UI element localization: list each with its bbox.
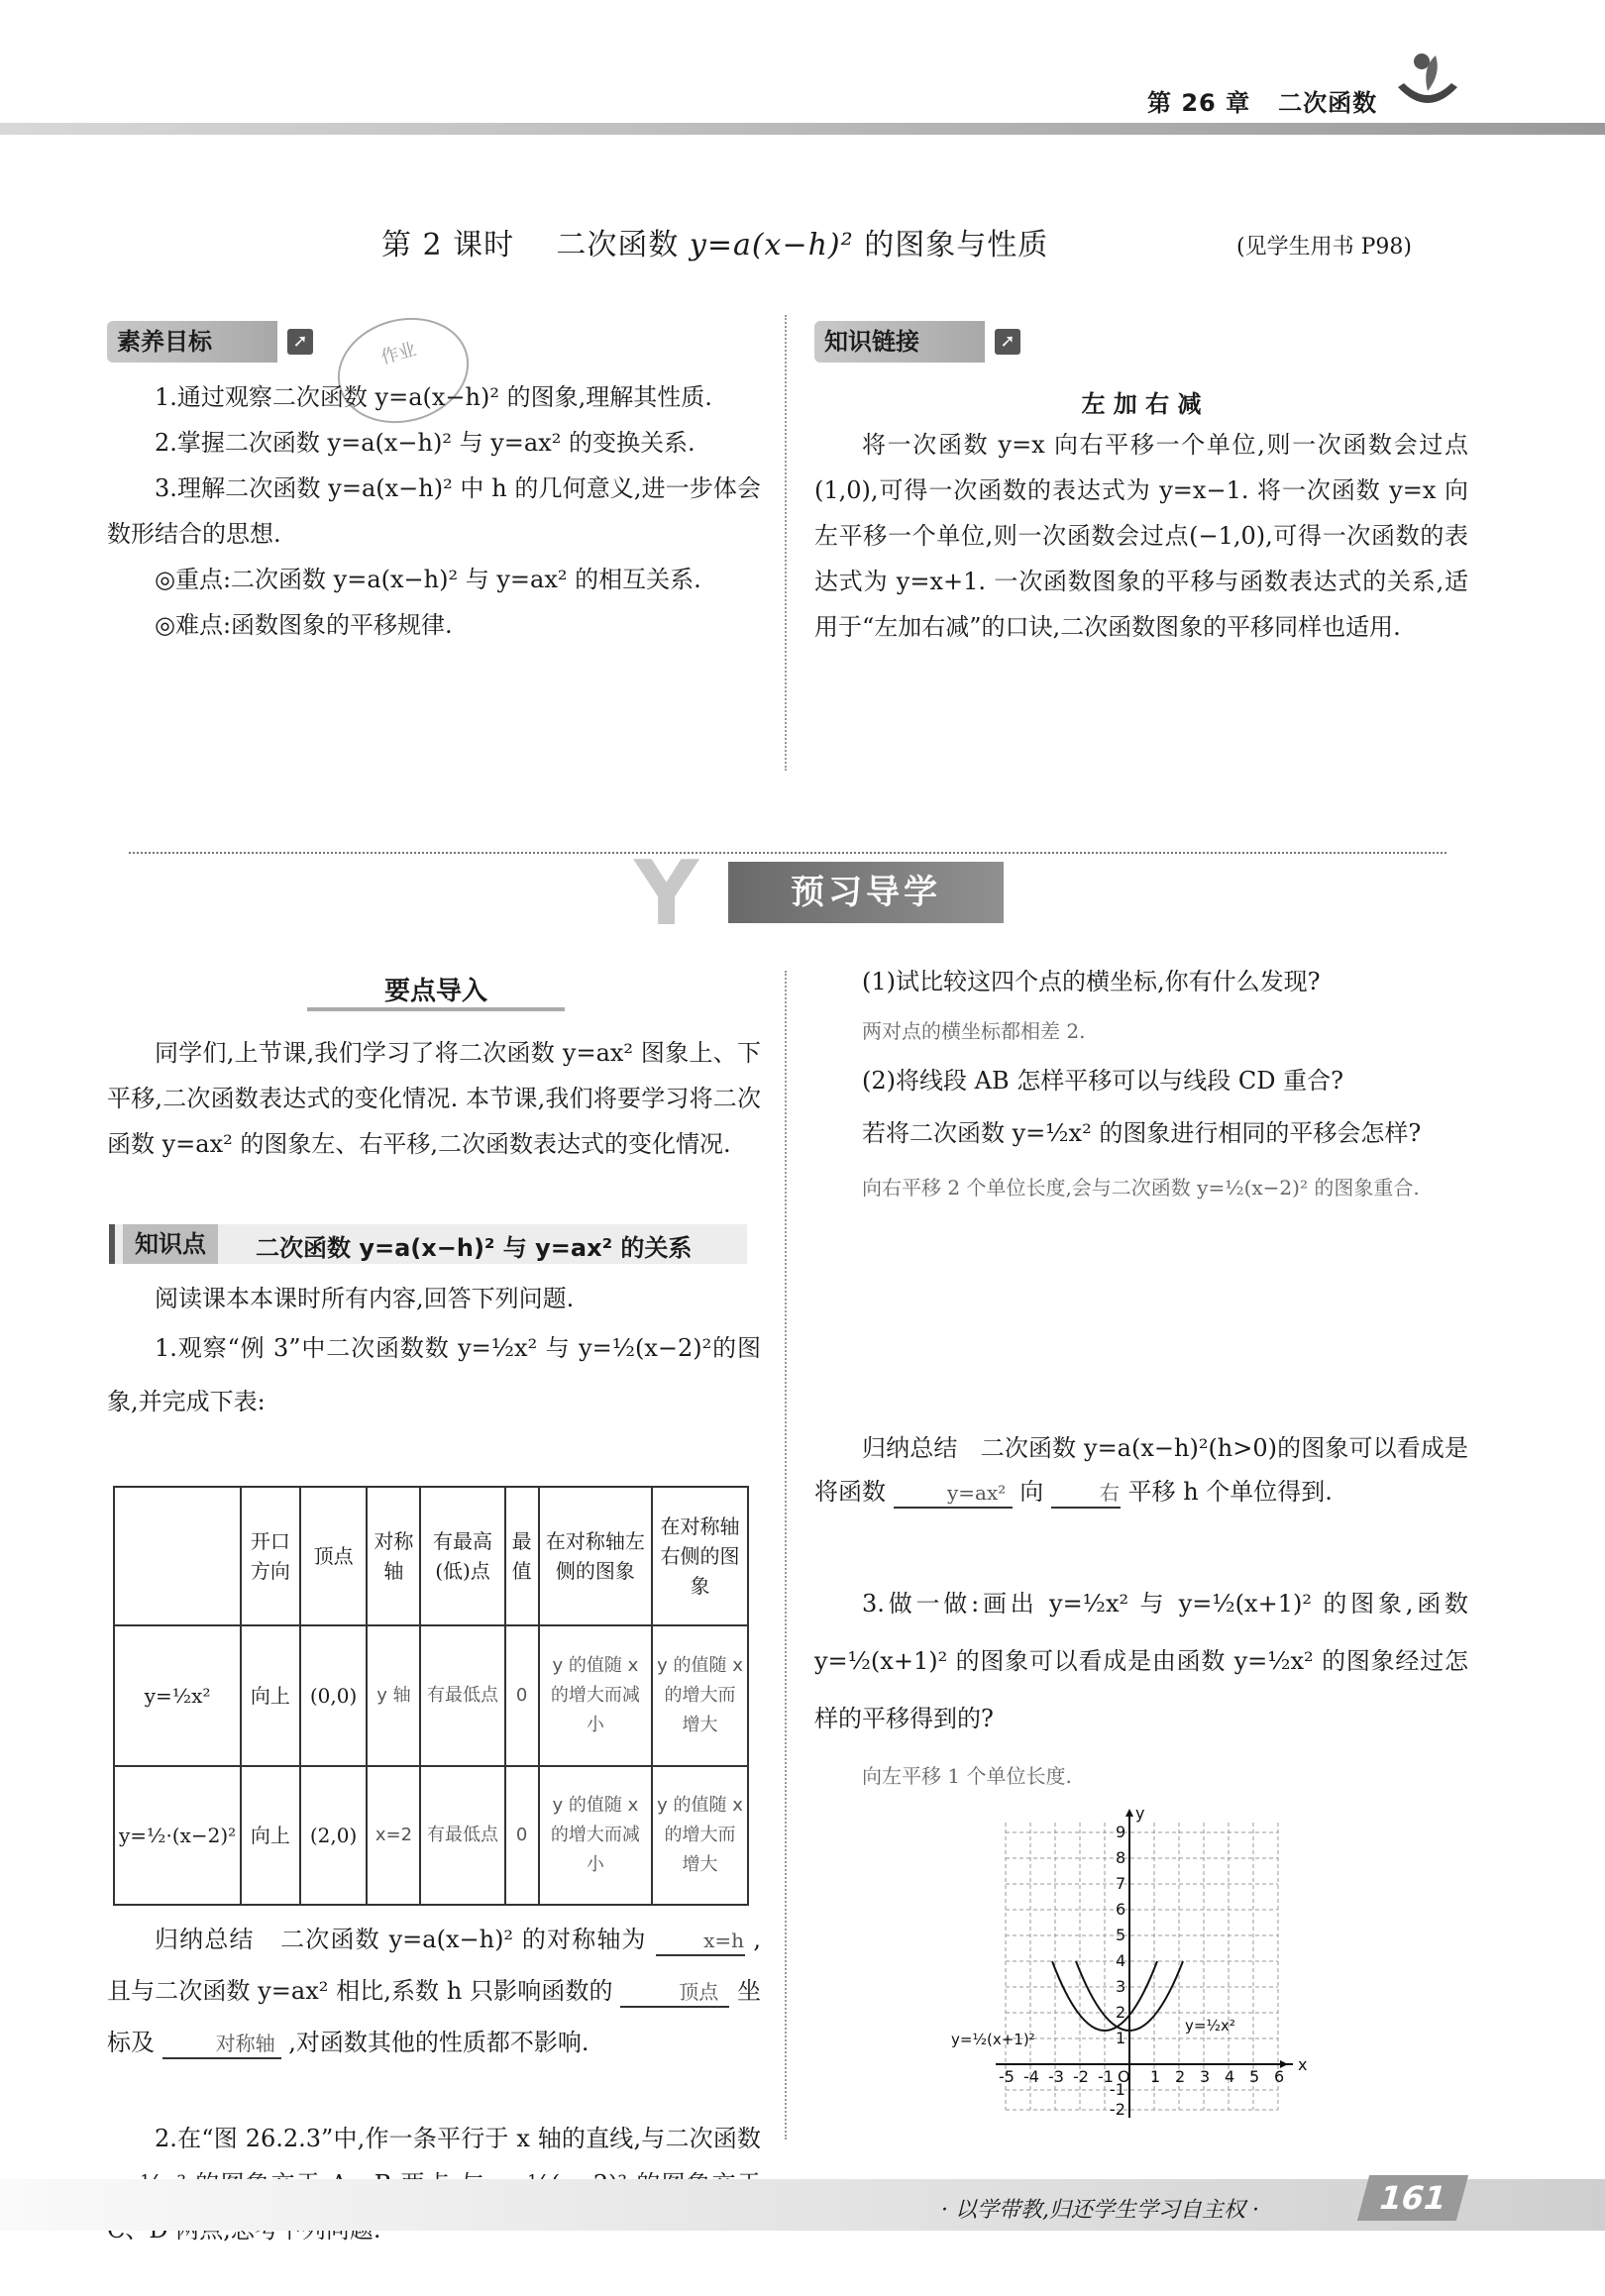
column-divider xyxy=(785,315,787,771)
y-axis-label: y xyxy=(1135,1804,1145,1823)
chapter-number: 第 26 章 xyxy=(1147,89,1251,117)
table-cell: x=2 xyxy=(367,1766,420,1905)
y-tick: 5 xyxy=(1116,1926,1126,1944)
curve-label-shifted: y=½(x+1)² xyxy=(951,2031,1035,2048)
header-bar xyxy=(0,123,1605,135)
book-logo-icon xyxy=(1392,48,1463,119)
x-tick: 1 xyxy=(1150,2067,1161,2086)
goal-item: 3.理解二次函数 y=a(x−h)² 中 h 的几何意义,进一步体会数形结合的思想. xyxy=(107,474,761,548)
y-tick: -1 xyxy=(1110,2080,1125,2099)
curve-label-base: y=½x² xyxy=(1185,2017,1235,2035)
y-tick: -2 xyxy=(1110,2100,1125,2119)
page-number: 161 xyxy=(1357,2175,1468,2221)
lesson-formula: y=a(x−h)² xyxy=(689,228,854,262)
chapter-header xyxy=(1120,83,1377,118)
x-axis-label: x xyxy=(1298,2055,1308,2074)
stamp-text: 作业 xyxy=(378,339,419,368)
column-divider xyxy=(785,971,787,2139)
y-tick: 7 xyxy=(1116,1874,1126,1893)
intro-body xyxy=(107,1030,761,1167)
goals-tag: 素养目标 xyxy=(107,321,277,363)
properties-table xyxy=(113,1486,749,1906)
answer-blank: x=h xyxy=(656,1927,745,1956)
x-tick: 3 xyxy=(1200,2067,1211,2086)
table-header-cell: 最值 xyxy=(505,1487,539,1625)
x-tick: 2 xyxy=(1175,2067,1186,2086)
answer-q3: 向左平移 1 个单位长度. xyxy=(862,1764,1072,1788)
section-divider xyxy=(129,852,1446,856)
answer-blank: 对称轴 xyxy=(162,2030,281,2059)
table-cell: 有最低点 xyxy=(420,1625,504,1766)
origin-label: O xyxy=(1118,2067,1130,2086)
difficult-point: ◎难点:函数图象的平移规律. xyxy=(155,611,453,639)
lesson-title-main: 二次函数 xyxy=(556,228,680,262)
table-header-cell: 在对称轴左侧的图象 xyxy=(539,1487,653,1625)
table-row xyxy=(114,1625,748,1766)
link-body xyxy=(814,422,1468,650)
summary-text: ,对函数其他的性质都不影响. xyxy=(288,2029,589,2056)
intro-heading: 要点导入 xyxy=(307,971,565,1011)
table-cell: 0 xyxy=(505,1625,539,1766)
x-tick: 4 xyxy=(1225,2067,1235,2086)
table-cell: 向上 xyxy=(241,1625,299,1766)
x-tick: -2 xyxy=(1073,2067,1089,2086)
question-2-start xyxy=(107,2116,761,2161)
x-tick: -3 xyxy=(1048,2067,1064,2086)
x-tick: -4 xyxy=(1023,2067,1039,2086)
link-heading: 左 加 右 减 xyxy=(1081,390,1202,418)
summary-text: 向 xyxy=(1019,1478,1044,1506)
summary-text: 坐标及 xyxy=(107,1977,761,2056)
y-tick: 9 xyxy=(1116,1823,1126,1841)
summary-1 xyxy=(107,1914,761,2068)
section-title: 预习导学 xyxy=(728,862,1004,923)
table-cell: y=½x² xyxy=(114,1625,241,1766)
lesson-title xyxy=(381,220,1048,263)
summary-text: 平移 h 个单位得到. xyxy=(1127,1478,1333,1506)
summary-label: 归纳总结 xyxy=(155,1926,255,1953)
goals-list xyxy=(107,374,761,648)
table-header-cell: 顶点 xyxy=(300,1487,368,1625)
footer-slogan: · 以学带教,归还学生学习自主权 · xyxy=(941,2198,1259,2223)
answer-blank: y=ax² xyxy=(894,1479,1013,1509)
intro-paragraph: 同学们,上节课,我们学习了将二次函数 y=ax² 图象上、下平移,二次函数表达式的变化情况. 本节课,我们将要学习将二次函数 y=ax² 的图象左、右平移,二次函数表达式的变化情况. xyxy=(107,1039,761,1158)
parabola-graph xyxy=(951,1803,1318,2130)
summary-text: ,且与二次函数 y=ax² 相比,系数 h 只影响函数的 xyxy=(107,1926,761,2005)
table-cell: y 的值随 x 的增大而减小 xyxy=(539,1625,653,1766)
table-cell: (2,0) xyxy=(300,1766,368,1905)
question-2-sub-3: 若将二次函数 y=½x² 的图象进行相同的平移会怎样? xyxy=(862,1119,1422,1147)
table-cell: y 的值随 x 的增大而增大 xyxy=(652,1625,748,1766)
kp-body xyxy=(107,1276,761,1428)
question-1: 1.观察“例 3”中二次函数数 y=½x² 与 y=½(x−2)²的图象,并完成下表: xyxy=(107,1334,761,1415)
goal-item: 2.掌握二次函数 y=a(x−h)² 与 y=ax² 的变换关系. xyxy=(155,429,696,457)
kp-instruction: 阅读课本本课时所有内容,回答下列问题. xyxy=(155,1285,575,1312)
x-tick: -1 xyxy=(1098,2067,1114,2086)
key-point: ◎重点:二次函数 y=a(x−h)² 与 y=ax² 的相互关系. xyxy=(155,566,701,593)
answer-1: 两对点的横坐标都相差 2. xyxy=(862,1019,1086,1043)
answer-blank: 右 xyxy=(1051,1479,1121,1509)
knowledge-point-title: 二次函数 y=a(x−h)² 与 y=ax² 的关系 xyxy=(256,1234,693,1262)
question-2-stem: 2.在“图 26.2.3”中,作一条平行于 x 轴的直线,与二次函数 xyxy=(155,2125,761,2152)
x-tick: 5 xyxy=(1249,2067,1260,2086)
table-header-cell: 开口方向 xyxy=(241,1487,299,1625)
arrow-icon: ➚ xyxy=(287,329,313,355)
y-tick: 8 xyxy=(1116,1848,1126,1867)
y-tick: 1 xyxy=(1116,2029,1126,2047)
table-cell: 0 xyxy=(505,1766,539,1905)
question-2-sub-1: (1)试比较这四个点的横坐标,你有什么发现? xyxy=(862,968,1321,995)
summary-2 xyxy=(814,1426,1468,1513)
summary-label: 归纳总结 xyxy=(862,1434,958,1462)
lesson-title-suffix: 的图象与性质 xyxy=(864,228,1049,262)
table-header-cell: 有最高(低)点 xyxy=(420,1487,504,1625)
table-cell: y=½·(x−2)² xyxy=(114,1766,241,1905)
table-header-cell: 在对称轴右侧的图象 xyxy=(652,1487,748,1625)
y-tick: 4 xyxy=(1116,1951,1126,1970)
table-cell: y 的值随 x 的增大而增大 xyxy=(652,1766,748,1905)
table-cell: 向上 xyxy=(241,1766,299,1905)
arrow-icon: ➚ xyxy=(995,329,1020,355)
lesson-number: 第 2 课时 xyxy=(381,228,515,262)
y-tick: 6 xyxy=(1116,1900,1126,1919)
link-tag: 知识链接 xyxy=(814,321,985,363)
link-paragraph: 将一次函数 y=x 向右平移一个单位,则一次函数会过点(1,0),可得一次函数的表达式为 y=x−1. 将一次函数 y=x 向左平移一个单位,则一次函数会过点(−1,0),可得一次函数的表达式为 y=x+1. 一次函数图象的平移与函数表达式的关系,适用于“左加右减”的口诀,二次函数图象的平移同样也适用. xyxy=(814,431,1468,641)
chapter-title: 二次函数 xyxy=(1278,89,1378,117)
question-2-sub-2: (2)将线段 AB 怎样平移可以与线段 CD 重合? xyxy=(862,1067,1343,1095)
goal-item: 1.通过观察二次函数 y=a(x−h)² 的图象,理解其性质. xyxy=(155,383,712,411)
table-cell: 有最低点 xyxy=(420,1766,504,1905)
table-cell: y 轴 xyxy=(367,1625,420,1766)
y-tick: 3 xyxy=(1116,1977,1126,1996)
question-2-continued xyxy=(814,957,1468,1214)
answer-3: 向右平移 2 个单位长度,会与二次函数 y=½(x−2)² 的图象重合. xyxy=(862,1176,1420,1200)
table-cell: y 的值随 x 的增大而减小 xyxy=(539,1766,653,1905)
table-cell: (0,0) xyxy=(300,1625,368,1766)
summary-text: 二次函数 y=a(x−h)²(h>0)的图象可以看成是将函数 xyxy=(814,1434,1468,1506)
knowledge-point-tag: 知识点 xyxy=(123,1224,218,1264)
x-tick: -5 xyxy=(999,2067,1015,2086)
question-3-stem: 3.做一做:画出 y=½x² 与 y=½(x+1)² 的图象,函数 y=½(x+1)² 的图象可以看成是由函数 y=½x² 的图象经过怎样的平移得到的? xyxy=(814,1590,1468,1732)
reference-note: (见学生用书 P98) xyxy=(1236,235,1412,260)
section-letter: Y xyxy=(634,842,699,946)
table-header-cell: 对称轴 xyxy=(367,1487,420,1625)
x-tick: 6 xyxy=(1274,2067,1285,2086)
y-tick: 2 xyxy=(1116,2003,1126,2022)
summary-text: 二次函数 y=a(x−h)² 的对称轴为 xyxy=(280,1926,647,1953)
question-3 xyxy=(814,1575,1468,1805)
answer-blank: 顶点 xyxy=(620,1978,729,2008)
table-header-cell xyxy=(114,1487,241,1625)
table-row xyxy=(114,1766,748,1905)
